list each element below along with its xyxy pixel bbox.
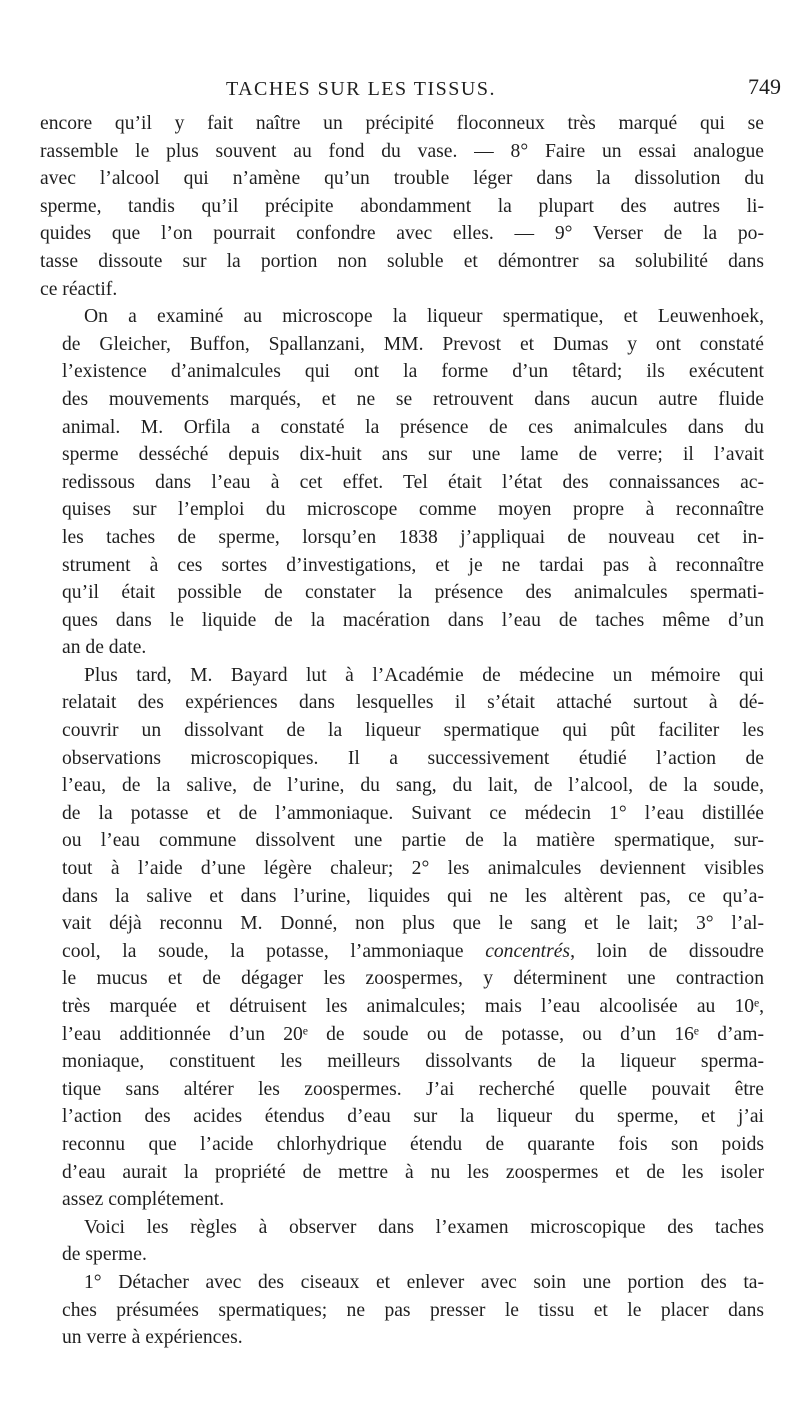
text-line: cool, la soude, la potasse, l’ammoniaque concentrés, loin de dissoudre bbox=[62, 940, 764, 962]
paragraph-p1 bbox=[40, 110, 764, 303]
text-line: l’eau, de la salive, de l’urine, du sang, du lait, de l’alcool, de la soude, bbox=[62, 775, 764, 797]
text-line: le mucus et de dégager les zoospermes, y déterminent une contraction bbox=[62, 968, 764, 990]
text-line: l’eau additionnée d’un 20ᵉ de soude ou de potasse, ou d’un 16ᵉ d’am- bbox=[62, 1023, 764, 1045]
text-line: vait déjà reconnu M. Donné, non plus que le sang et le lait; 3° l’al- bbox=[62, 913, 764, 935]
text-line: rassemble le plus souvent au fond du vase. — 8° Faire un essai analogue bbox=[40, 140, 764, 162]
page-number: 749 bbox=[748, 74, 781, 99]
text-line: strument à ces sortes d’investigations, et je ne tardai pas à reconnaître bbox=[62, 554, 764, 576]
text-line: quises sur l’emploi du microscope comme moyen propre à reconnaître bbox=[62, 499, 764, 521]
text-line: qu’il était possible de constater la présence des animalcules spermati- bbox=[62, 582, 764, 604]
text-line: ce réactif. bbox=[40, 278, 118, 300]
text-line: animal. M. Orfila a constaté la présence de ces animalcules dans du bbox=[62, 416, 764, 438]
text-line: sperme, tandis qu’il précipite abondamment la plupart des autres li- bbox=[40, 195, 764, 217]
text-line: ou l’eau commune dissolvent une partie de la matière spermatique, sur- bbox=[62, 830, 764, 852]
text-line: ques dans le liquide de la macération dans l’eau de taches même d’un bbox=[62, 609, 764, 631]
text-line: an de date. bbox=[62, 637, 147, 659]
text-line: tique sans altérer les zoospermes. J’ai recherché quelle pouvait être bbox=[62, 1078, 764, 1100]
text-line: d’eau aurait la propriété de mettre à nu les zoospermes et de les isoler bbox=[62, 1161, 764, 1183]
text-line: encore qu’il y fait naître un précipité floconneux très marqué qui se bbox=[40, 113, 764, 134]
text-line: couvrir un dissolvant de la liqueur spermatique qui pût faciliter les bbox=[62, 720, 764, 742]
text-line: redissous dans l’eau à cet effet. Tel était l’état des connaissances ac- bbox=[62, 471, 764, 493]
running-title: TACHES SUR LES TISSUS. bbox=[226, 78, 496, 100]
text-line: dans la salive et dans l’urine, liquides qui ne les altèrent pas, ce qu’a- bbox=[62, 885, 764, 907]
body-text bbox=[40, 110, 764, 1352]
text-line: les taches de sperme, lorsqu’en 1838 j’appliquai de nouveau cet in- bbox=[62, 526, 764, 548]
text-line: très marquée et détruisent les animalcules; mais l’eau alcoolisée au 10ᵉ, bbox=[62, 996, 764, 1017]
text-line: avec l’alcool qui n’amène qu’un trouble léger dans la dissolution du bbox=[40, 168, 764, 190]
text-line: tout à l’aide d’une légère chaleur; 2° les animalcules deviennent visibles bbox=[62, 858, 764, 880]
text-line: observations microscopiques. Il a successivement étudié l’action de bbox=[62, 747, 764, 769]
paragraph-p4 bbox=[40, 1214, 764, 1269]
text-line: quides que l’on pourrait confondre avec elles. — 9° Verser de la po- bbox=[40, 223, 764, 245]
text-line: des mouvements marqués, et ne se retrouvent dans aucun autre fluide bbox=[62, 388, 764, 410]
text-line: Voici les règles à observer dans l’examen microscopique des taches bbox=[84, 1216, 764, 1238]
text-line: l’existence d’animalcules qui ont la forme d’un têtard; ils exécutent bbox=[62, 361, 764, 383]
text-line: reconnu que l’acide chlorhydrique étendu de quarante fois son poids bbox=[62, 1133, 764, 1155]
paragraph-p5 bbox=[40, 1269, 764, 1352]
text-line: relatait des expériences dans lesquelles il s’était attaché surtout à dé- bbox=[62, 692, 764, 714]
text-line: On a examiné au microscope la liqueur spermatique, et Leuwenhoek, bbox=[84, 306, 764, 328]
text-line: de Gleicher, Buffon, Spallanzani, MM. Prevost et Dumas y ont constaté bbox=[62, 333, 764, 355]
text-line: tasse dissoute sur la portion non soluble et démontrer sa solubilité dans bbox=[40, 250, 764, 272]
text-line: sperme desséché depuis dix-huit ans sur une lame de verre; il l’avait bbox=[62, 444, 764, 466]
text-line: moniaque, constituent les meilleurs dissolvants de la liqueur sperma- bbox=[62, 1051, 764, 1073]
text-line: de la potasse et de l’ammoniaque. Suivant ce médecin 1° l’eau distillée bbox=[62, 802, 764, 824]
text-line: de sperme. bbox=[62, 1244, 147, 1266]
text-line: ches présumées spermatiques; ne pas presser le tissu et le placer dans bbox=[62, 1299, 764, 1321]
paragraph-p3 bbox=[40, 662, 764, 1214]
text-line: un verre à expériences. bbox=[62, 1327, 243, 1349]
page-header bbox=[0, 74, 800, 108]
text-line: l’action des acides étendus d’eau sur la liqueur du sperme, et j’ai bbox=[62, 1106, 764, 1128]
text-line: Plus tard, M. Bayard lut à l’Académie de médecine un mémoire qui bbox=[84, 664, 764, 686]
text-line: 1° Détacher avec des ciseaux et enlever avec soin une portion des ta- bbox=[84, 1271, 764, 1293]
text-line: assez complétement. bbox=[62, 1189, 225, 1211]
paragraph-p2 bbox=[40, 303, 764, 662]
